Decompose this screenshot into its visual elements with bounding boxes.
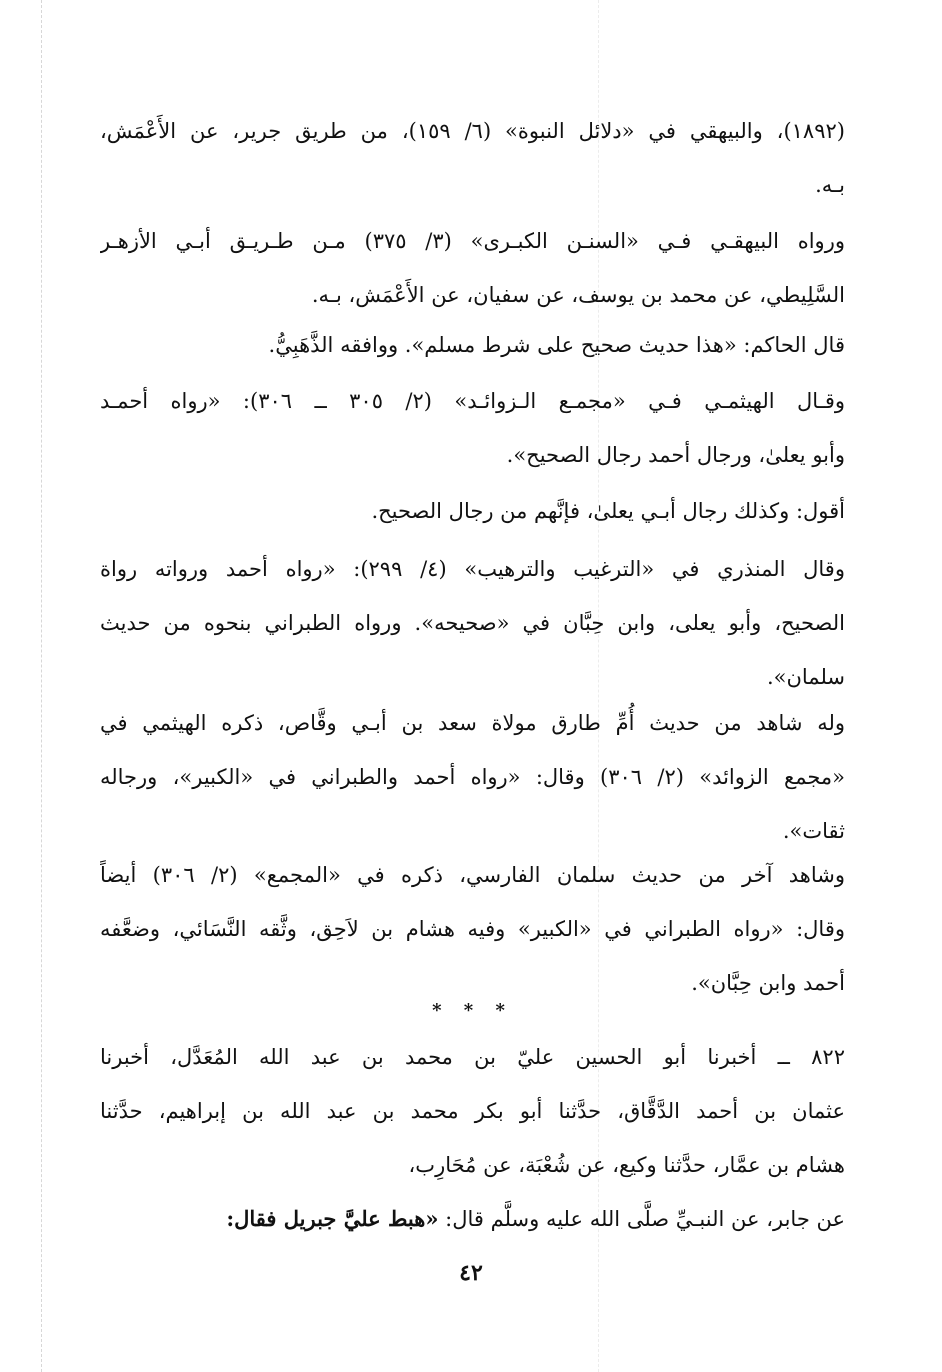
paragraph-7-line-1: وله شاهد من حديث أُمِّ طارق مولاة سعد بن أبـي وقَّاص، ذكره الهيثمي في	[100, 711, 845, 735]
hadith-line-4	[100, 1192, 845, 1246]
section-separator: * * *	[432, 1000, 513, 1021]
paragraph-2-line-2: السَّلِيطي، عن محمد بن يوسف، عن سفيان، عن الأَعْمَش، بـه.	[311, 283, 845, 307]
hadith-822	[100, 1030, 845, 1246]
hadith-quote-bold: «هبط عليَّ جبريل فقال:	[226, 1206, 439, 1231]
paragraph-3-line-1: قال الحاكم: «هذا حديث صحيح على شرط مسلم». ووافقه الذَّهَبِيُّ.	[268, 333, 845, 357]
paragraph-5	[100, 484, 845, 538]
paragraph-4	[100, 374, 845, 482]
paragraph-7-line-3: ثقات».	[782, 819, 845, 843]
page-number: ٤٢	[459, 1260, 483, 1286]
hadith-line-2: عثمان بن أحمد الدَّقَّاق، حدَّثنا أبو بكر محمد بن عبد الله بن إبراهيم، حدَّثنا	[100, 1099, 845, 1123]
paragraph-1	[100, 104, 845, 212]
paragraph-5-line-1: أقول: وكذلك رجال أبـي يعلىٰ، فإنَّهم من رجال الصحيح.	[371, 499, 845, 523]
paragraph-6-line-3: سلمان».	[766, 665, 845, 689]
paragraph-8-line-3: أحمد وابن حِبَّان».	[691, 971, 845, 995]
paragraph-7	[100, 696, 845, 858]
paragraph-3	[100, 318, 845, 372]
hadith-line-1: ٨٢٢ ــ أخبرنا أبو الحسين عليّ بن محمد بن عبد الله المُعَدَّل، أخبرنا	[100, 1045, 845, 1069]
paragraph-6	[100, 542, 845, 704]
paragraph-4-line-2: وأبو يعلىٰ، ورجال أحمد رجال الصحيح».	[506, 443, 845, 467]
paragraph-8-line-1: وشاهد آخر من حديث سلمان الفارسي، ذكره في «المجمع» (٢/ ٣٠٦) أيضاً	[100, 863, 845, 887]
hadith-line-3: هشام بن عمَّار، حدَّثنا وكيع، عن شُعْبَة، عن مُحَارِب،	[408, 1153, 845, 1177]
paragraph-1-line-2: بـه.	[815, 173, 845, 197]
paragraph-4-line-1: وقـال الهيثمـي فـي «مجمـع الـزوائـد» (٢/ ٣٠٥ ــ ٣٠٦): «رواه أحمـد	[100, 389, 845, 413]
paragraph-6-line-1: وقال المنذري في «الترغيب والترهيب» (٤/ ٢٩٩): «رواه أحمد ورواته رواة	[100, 557, 845, 581]
scan-dashed-line-left	[41, 0, 42, 1372]
paragraph-6-line-2: الصحيح، وأبو يعلى، وابن حِبَّان في «صحيحه». ورواه الطبراني بنحوه من حديث	[100, 611, 845, 635]
paragraph-8	[100, 848, 845, 1010]
paragraph-2-line-1: ورواه البيهقـي فـي «السنـن الكبـرى» (٣/ ٣٧٥) مـن طـريـق أبـي الأزهـر	[100, 229, 845, 253]
hadith-line-4-normal: عن جابر، عن النبـيِّ صلَّى الله عليه وسلَّم قال:	[438, 1207, 845, 1231]
paragraph-1-line-1: (١٨٩٢)، والبيهقي في «دلائل النبوة» (٦/ ١٥٩)، من طريق جرير، عن الأَعْمَش،	[100, 119, 845, 143]
paragraph-2	[100, 214, 845, 322]
paragraph-7-line-2: «مجمع الزوائد» (٢/ ٣٠٦) وقال: «رواه أحمد والطبراني في «الكبير»، ورجاله	[100, 765, 845, 789]
paragraph-8-line-2: وقال: «رواه الطبراني في «الكبير» وفيه هشام بن لاَحِق، وثَّقه النَّسَائي، وضعَّفه	[100, 917, 845, 941]
